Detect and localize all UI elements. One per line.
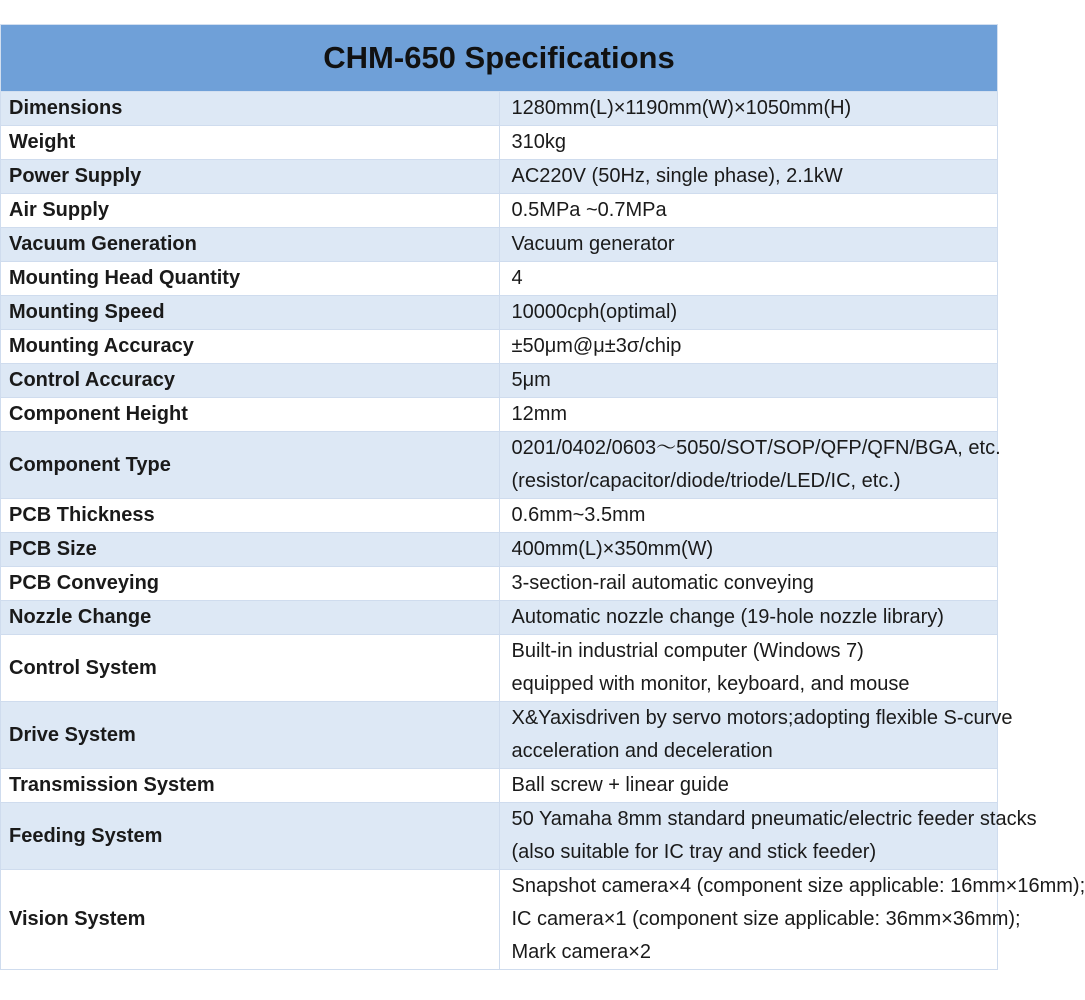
spec-label: Mounting Speed [1, 296, 500, 330]
spec-value [499, 364, 998, 398]
spec-label: Weight [1, 126, 500, 160]
table-row [1, 330, 998, 364]
spec-value-line: acceleration and deceleration [511, 740, 773, 762]
table-row [1, 870, 998, 970]
specifications-body [1, 92, 1085, 970]
spec-label: Component Type [1, 432, 500, 499]
table-row [1, 702, 998, 769]
spec-value-line: Snapshot camera×4 (component size applicable: 16mm×16mm); [511, 875, 1085, 897]
spec-value-line: 5μm [511, 369, 551, 391]
table-row [1, 194, 998, 228]
table-row [1, 364, 998, 398]
spec-label: Air Supply [1, 194, 500, 228]
spec-value-line: 0201/0402/0603～5050/SOT/SOP/QFP/QFN/BGA, etc. [511, 437, 1001, 459]
spec-label: Feeding System [1, 803, 500, 870]
table-row [1, 533, 998, 567]
spec-value-line: (resistor/capacitor/diode/triode/LED/IC, etc.) [511, 470, 901, 492]
spec-value-line: 50 Yamaha 8mm standard pneumatic/electric feeder stacks [511, 808, 1037, 830]
spec-value [499, 769, 998, 803]
spec-value-line: 4 [511, 267, 523, 289]
table-row [1, 228, 998, 262]
spec-label: PCB Conveying [1, 567, 500, 601]
spec-value [499, 228, 998, 262]
spec-label: PCB Size [1, 533, 500, 567]
spec-label: Dimensions [1, 92, 500, 126]
spec-value [499, 702, 1013, 769]
spec-label: PCB Thickness [1, 499, 500, 533]
spec-value [499, 870, 1085, 970]
spec-value-line: IC camera×1 (component size applicable: 36mm×36mm); [511, 908, 1021, 930]
spec-value [499, 567, 998, 601]
spec-value [499, 499, 998, 533]
spec-value-line: 12mm [511, 403, 568, 425]
spec-label: Vacuum Generation [1, 228, 500, 262]
spec-value-line: 3-section-rail automatic conveying [511, 572, 814, 594]
table-row [1, 567, 998, 601]
table-title: CHM-650 Specifications [1, 25, 998, 92]
table-row [1, 601, 998, 635]
spec-value [499, 803, 1037, 870]
specifications-table [0, 24, 1085, 970]
table-row [1, 803, 998, 870]
spec-label: Control Accuracy [1, 364, 500, 398]
table-row [1, 398, 998, 432]
spec-label: Mounting Head Quantity [1, 262, 500, 296]
spec-value [499, 533, 998, 567]
table-row [1, 499, 998, 533]
spec-label: Nozzle Change [1, 601, 500, 635]
spec-label: Transmission System [1, 769, 500, 803]
spec-value-line: Ball screw + linear guide [511, 774, 729, 796]
table-row [1, 769, 998, 803]
spec-value-line: 1280mm(L)×1190mm(W)×1050mm(H) [511, 97, 852, 119]
table-row [1, 432, 998, 499]
spec-value [499, 330, 998, 364]
spec-value [499, 194, 998, 228]
spec-value-line: Built-in industrial computer (Windows 7) [511, 640, 864, 662]
spec-label: Mounting Accuracy [1, 330, 500, 364]
table-row [1, 635, 998, 702]
spec-value [499, 160, 998, 194]
table-header-row [1, 25, 998, 92]
spec-value-line: 0.5MPa ~0.7MPa [511, 199, 667, 221]
table-row [1, 262, 998, 296]
spec-value-line: (also suitable for IC tray and stick feeder) [511, 841, 877, 863]
table-row [1, 92, 998, 126]
spec-value-line: Vacuum generator [511, 233, 675, 255]
spec-value [499, 262, 998, 296]
table-row [1, 160, 998, 194]
spec-value-line: 0.6mm~3.5mm [511, 504, 646, 526]
spec-label: Vision System [1, 870, 500, 970]
spec-value-line: AC220V (50Hz, single phase), 2.1kW [511, 165, 843, 187]
spec-label: Drive System [1, 702, 500, 769]
spec-value [499, 601, 998, 635]
spec-value-line: 400mm(L)×350mm(W) [511, 538, 714, 560]
spec-value-line: X&Yaxisdriven by servo motors;adopting flexible S-curve [511, 707, 1013, 729]
spec-value [499, 296, 998, 330]
table-row [1, 296, 998, 330]
table-row [1, 126, 998, 160]
spec-label: Power Supply [1, 160, 500, 194]
spec-label: Component Height [1, 398, 500, 432]
spec-value [499, 92, 998, 126]
spec-value [499, 126, 998, 160]
spec-value [499, 432, 1001, 499]
spec-label: Control System [1, 635, 500, 702]
spec-value-line: Mark camera×2 [511, 941, 651, 963]
spec-value-line: equipped with monitor, keyboard, and mouse [511, 673, 910, 695]
spec-value-line: ±50μm@μ±3σ/chip [511, 335, 682, 357]
spec-value-line: Automatic nozzle change (19-hole nozzle library) [511, 606, 944, 628]
spec-value [499, 635, 998, 702]
spec-value-line: 310kg [511, 131, 566, 153]
spec-value-line: 10000cph(optimal) [511, 301, 678, 323]
spec-value [499, 398, 998, 432]
